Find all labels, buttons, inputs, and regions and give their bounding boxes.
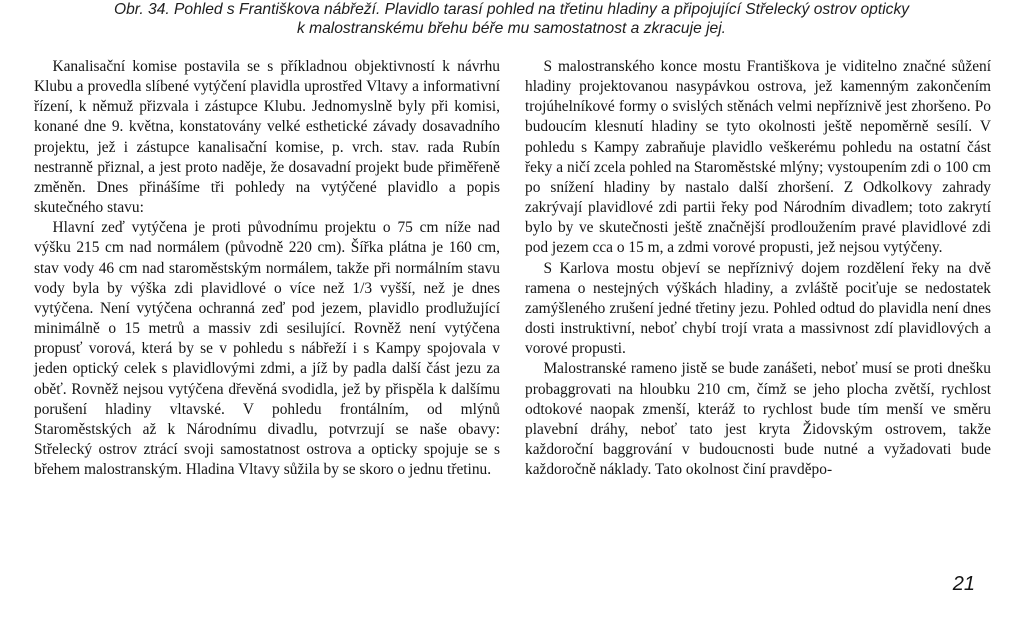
- left-paragraph-2: Hlavní zeď vytýčena je proti původnímu projektu o 75 cm níže nad výšku 215 cm nad normálem (původně 220 cm). Šířka plátna je 160 cm, stav vody 46 cm nad staroměstským normálem, takže při normálním stavu vody byla by výška zdi plavidlové o více než 1/3 vyšší, než je dnes vytýčena. Není vytýčena ochranná zeď pod jezem, plavidlo prodlužující minimálně o 15 metrů a massiv zdi sesilující. Rovněž není vytýčena propusť vorová, která by se v pohledu s nábřeží i s Kampy spojovala v jeden optický celek s plavidlovými zdmi, a jíž by padla další část jezu za oběť. Rovněž nejsou vytýčena dřevěná svodidla, jež by přispěla k dalšímu porušení hladiny vltavské. V pohledu frontálním, od mlýnů Staroměstských až k Národnímu divadlu, potvrzují se naše obavy: Střelecký ostrov ztrácí svoji samostatnost ostrova a opticky spojuje se s břehem malostranským. Hladina Vltavy sůžila by se skoro o jednu třetinu.: [34, 219, 500, 479]
- figure-caption: [20, 0, 1003, 38]
- caption-line-2: k malostranskému břehu béře mu samostatnost a zkracuje jej.: [296, 20, 727, 37]
- right-paragraph-2: S Karlova mostu objeví se nepříznivý dojem rozdělení řeky na dvě ramena o nestejných výškách hladiny, a zvláště pociťuje se nedostatek zamýšleného zrušení jedné třetiny jezu. Pohled odtud do plavidla není dnes dosti instruktivní, neboť chybí trojí vrata a massivnost zdí plavidlových a vorové propusti.: [525, 259, 991, 358]
- right-column: [525, 57, 991, 480]
- left-paragraph-1: Kanalisační komise postavila se s příkladnou objektivností k návrhu Klubu a provedla slíbené vytýčení plavidla uprostřed Vltavy a informativní řízení, k němuž přizvala i zástupce Klubu. Jednomyslně byly při komisi, konané dne 9. května, konstatovány velké esthetické závady dosavadního projektu, jež i zástupce kanalisační komise, p. vrch. stav. rada Rubín nestranně přiznal, a jest proto naděje, že dosavadní projekt bude přiměřeně změněn. Dnes přinášíme tři pohledy na vytýčené plavidlo a popis skutečného stavu:: [34, 58, 500, 217]
- right-paragraph-1: S malostranského konce mostu Františkova je viditelno značné sůžení hladiny projektovanou nasypávkou ostrova, jež kamenným zakončením trojúhelníkové formy o svislých stěnách velmi nepříznivě jest zhoršeno. Po budoucím klesnutí hladiny se tyto okolnosti ještě nepoměrně sesílí. V pohledu s Kampy zabraňuje plavidlo veškerému pohledu na ostatní část řeky a ničí zcela pohled na Staroměstské mlýny; vystoupením zdi o 100 cm po snížení hladiny by nastalo další zhoršení. Z Odkolkovy zahrady zakrývají plavidlové zdi partii řeky pod Národním divadlem; toto zakrytí bylo by ve skutečnosti ještě značnější prodloužením pravé plavidlové zdi pod jezem cca o 15 m, a zdmi vorové propusti, jež nejsou vytýčeny.: [525, 58, 991, 257]
- caption-line-1: Obr. 34. Pohled s Františkova nábřeží. Plavidlo tarasí pohled na třetinu hladiny a připojující Střelecký ostrov opticky: [113, 1, 910, 18]
- left-column: [34, 57, 500, 480]
- page-number: 21: [952, 573, 975, 595]
- right-paragraph-3: Malostranské rameno jistě se bude zanášeti, neboť musí se proti dnešku probaggrovati na hloubku 210 cm, čímž se jeho plocha zvětší, rychlost odtokové naopak zmenší, kteráž to rychlost bude tím menší ve směru plavební dráhy, neboť tato jest kryta Židovským ostrovem, takže každoroční baggrování v budoucnosti bude nutné a vyžadovati bude každoročně náklady. Tato okolnost činí pravděpo-: [525, 360, 991, 479]
